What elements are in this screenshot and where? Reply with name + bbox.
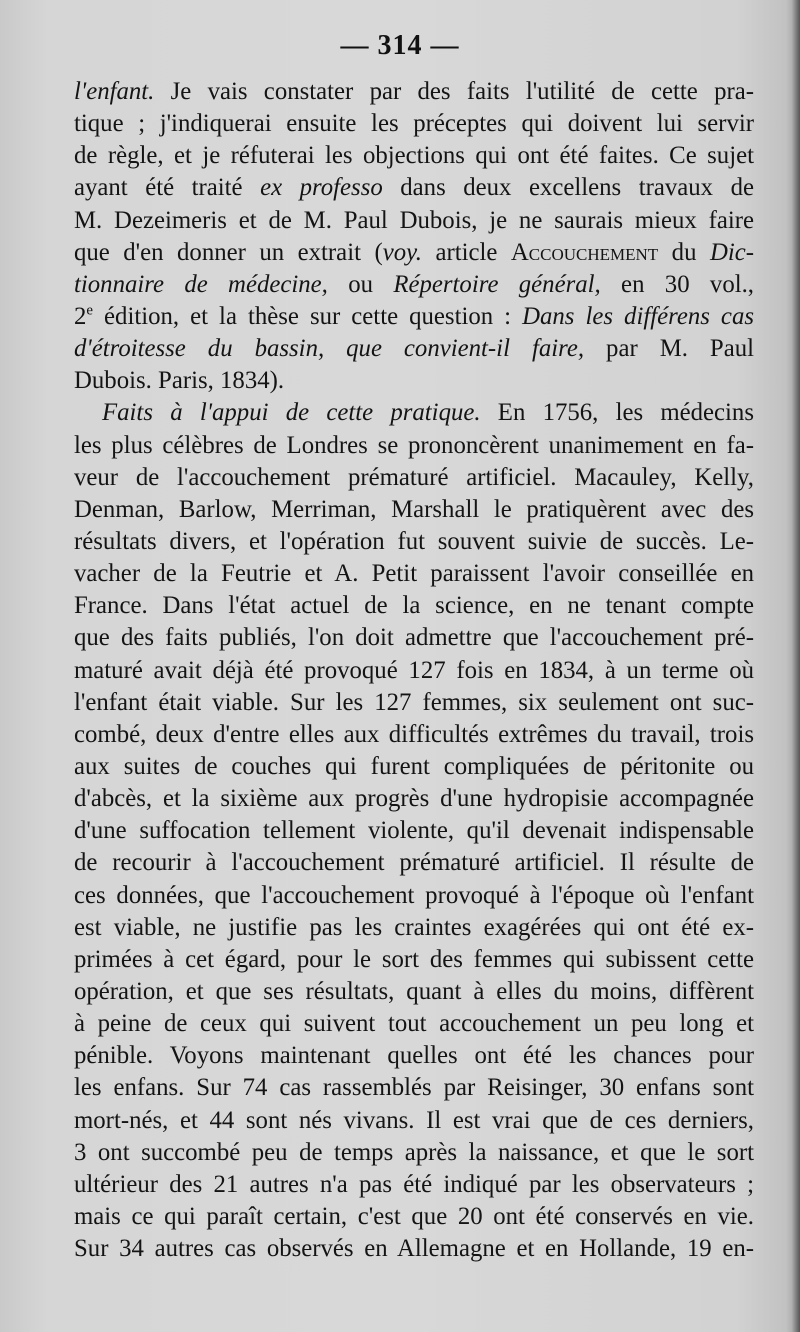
text-line [74,783,754,815]
text-run: aux suites de couches qui furent compliquées de péritonite ou [74,752,754,780]
text-run: que d'en donner un extrait ( [74,238,383,266]
text-line [74,912,754,944]
text-run: article [421,238,511,266]
text-run: ces données, que l'accouchement provoqué à l'époque où l'enfant [74,881,754,909]
italic-text: Dans les différens cas [522,302,754,330]
small-caps-text: Accouchement [510,238,659,266]
text-line [74,76,754,108]
text-run: M. Dezeimeris et de M. Paul Dubois, je ne saurais mieux faire [74,206,754,234]
text-run: à peine de ceux qui suivent tout accouchement un peu long et [74,1010,754,1038]
text-run: ayant été traité [74,174,261,202]
text-line [74,397,754,429]
text-run: 2 [74,302,87,330]
text-line [74,687,754,719]
text-run: les plus célèbres de Londres se prononcèrent unanimement en fa- [74,431,754,459]
text-run: l'enfant était viable. Sur les 127 femmes, six seulement ont suc- [74,688,754,716]
text-line [74,462,754,494]
text-run: en 30 vol., [600,270,754,298]
text-line [74,237,754,269]
text-run: ultérieur des 21 autres n'a pas été indiqué par les observateurs ; [74,1170,754,1198]
body-text [74,76,754,1265]
page-edge-shadow [786,0,800,1332]
text-line [74,301,754,333]
text-line [74,1072,754,1104]
text-line [74,333,754,365]
text-line [74,976,754,1008]
text-run: Denman, Barlow, Merriman, Marshall le pratiquèrent avec des [74,495,754,523]
text-line [74,365,754,397]
italic-text: d'étroitesse du bassin, que convient-il faire, [74,335,585,363]
superscript: e [86,302,94,319]
text-line [74,655,754,687]
text-run: ou [327,270,394,298]
text-run: France. Dans l'état actuel de la science, en ne tenant compte [74,592,754,620]
text-line [74,172,754,204]
text-run: édition, et la thèse sur cette question : [93,302,523,330]
text-line [74,751,754,783]
text-line [74,815,754,847]
text-run: est viable, ne justifie pas les craintes exagérées qui ont été ex- [74,913,754,941]
italic-text: Faits à l'appui de cette pratique. [102,399,481,427]
text-line [74,494,754,526]
text-run: dans deux excellens travaux de [382,174,754,202]
text-line [74,140,754,172]
italic-text: voy. [382,238,422,266]
italic-text: tionnaire de médecine, [74,270,328,298]
text-line [74,205,754,237]
text-run: d'une suffocation tellement violente, qu'il devenait indispensable [74,817,754,845]
text-run: que des faits publiés, l'on doit admettre que l'accouchement pré- [74,624,754,652]
text-line [74,622,754,654]
text-run: de règle, et je réfuterai les objections qui ont été faites. Ce sujet [74,142,754,170]
text-line [74,847,754,879]
text-line [74,1105,754,1137]
text-line [74,526,754,558]
text-run: pénible. Voyons maintenant quelles ont été les chances pour [74,1042,754,1070]
text-run: tique ; j'indiquerai ensuite les préceptes qui doivent lui servir [74,110,754,138]
text-run: de recourir à l'accouchement prématuré artificiel. Il résulte de [74,849,754,877]
text-line [74,430,754,462]
text-run: opération, et que ses résultats, quant à elles du moins, diffèrent [74,977,754,1005]
text-line [74,1008,754,1040]
text-run: résultats divers, et l'opération fut souvent suivie de succès. Le- [74,527,754,555]
text-line [74,1169,754,1201]
text-run: d'abcès, et la sixième aux progrès d'une hydropisie accompagnée [74,785,754,813]
text-line [74,944,754,976]
text-run: par M. Paul [584,335,755,363]
text-run: mais ce qui paraît certain, c'est que 20 ont été conservés en vie. [74,1202,754,1230]
text-run: primées à cet égard, pour le sort des femmes qui subissent cette [74,945,754,973]
italic-text: Répertoire général, [393,270,601,298]
text-line [74,1137,754,1169]
text-line [74,1201,754,1233]
text-line [74,1233,754,1265]
text-run: combé, deux d'entre elles aux difficultés extrêmes du travail, trois [74,720,754,748]
italic-text: ex professo [260,174,383,202]
text-run: mort-nés, et 44 sont nés vivans. Il est vrai que de ces derniers, [74,1106,754,1134]
text-run: 3 ont succombé peu de temps après la naissance, et que le sort [74,1138,754,1166]
text-line [74,108,754,140]
text-run: maturé avait déjà été provoqué 127 fois en 1834, à un terme où [74,656,754,684]
text-run: Sur 34 autres cas observés en Allemagne et en Hollande, 19 en- [74,1235,754,1263]
text-line [74,269,754,301]
text-run: Je vais constater par des faits l'utilité de cette pra- [154,78,754,105]
text-run: Dubois. Paris, 1834). [74,367,285,395]
page-number: — 314 — [340,30,460,61]
text-line [74,880,754,912]
text-run: du [658,238,710,266]
text-line [74,590,754,622]
text-run: En 1756, les médecins [480,399,754,427]
text-run: vacher de la Feutrie et A. Petit paraissent l'avoir conseillée en [74,560,754,588]
text-line [74,558,754,590]
text-line [74,1040,754,1072]
italic-text: l'enfant. [74,78,155,105]
text-run: les enfans. Sur 74 cas rassemblés par Reisinger, 30 enfans sont [74,1074,754,1102]
italic-text: Dic- [709,238,755,266]
text-run: veur de l'accouchement prématuré artificiel. Macauley, Kelly, [74,463,754,491]
text-line [74,719,754,751]
